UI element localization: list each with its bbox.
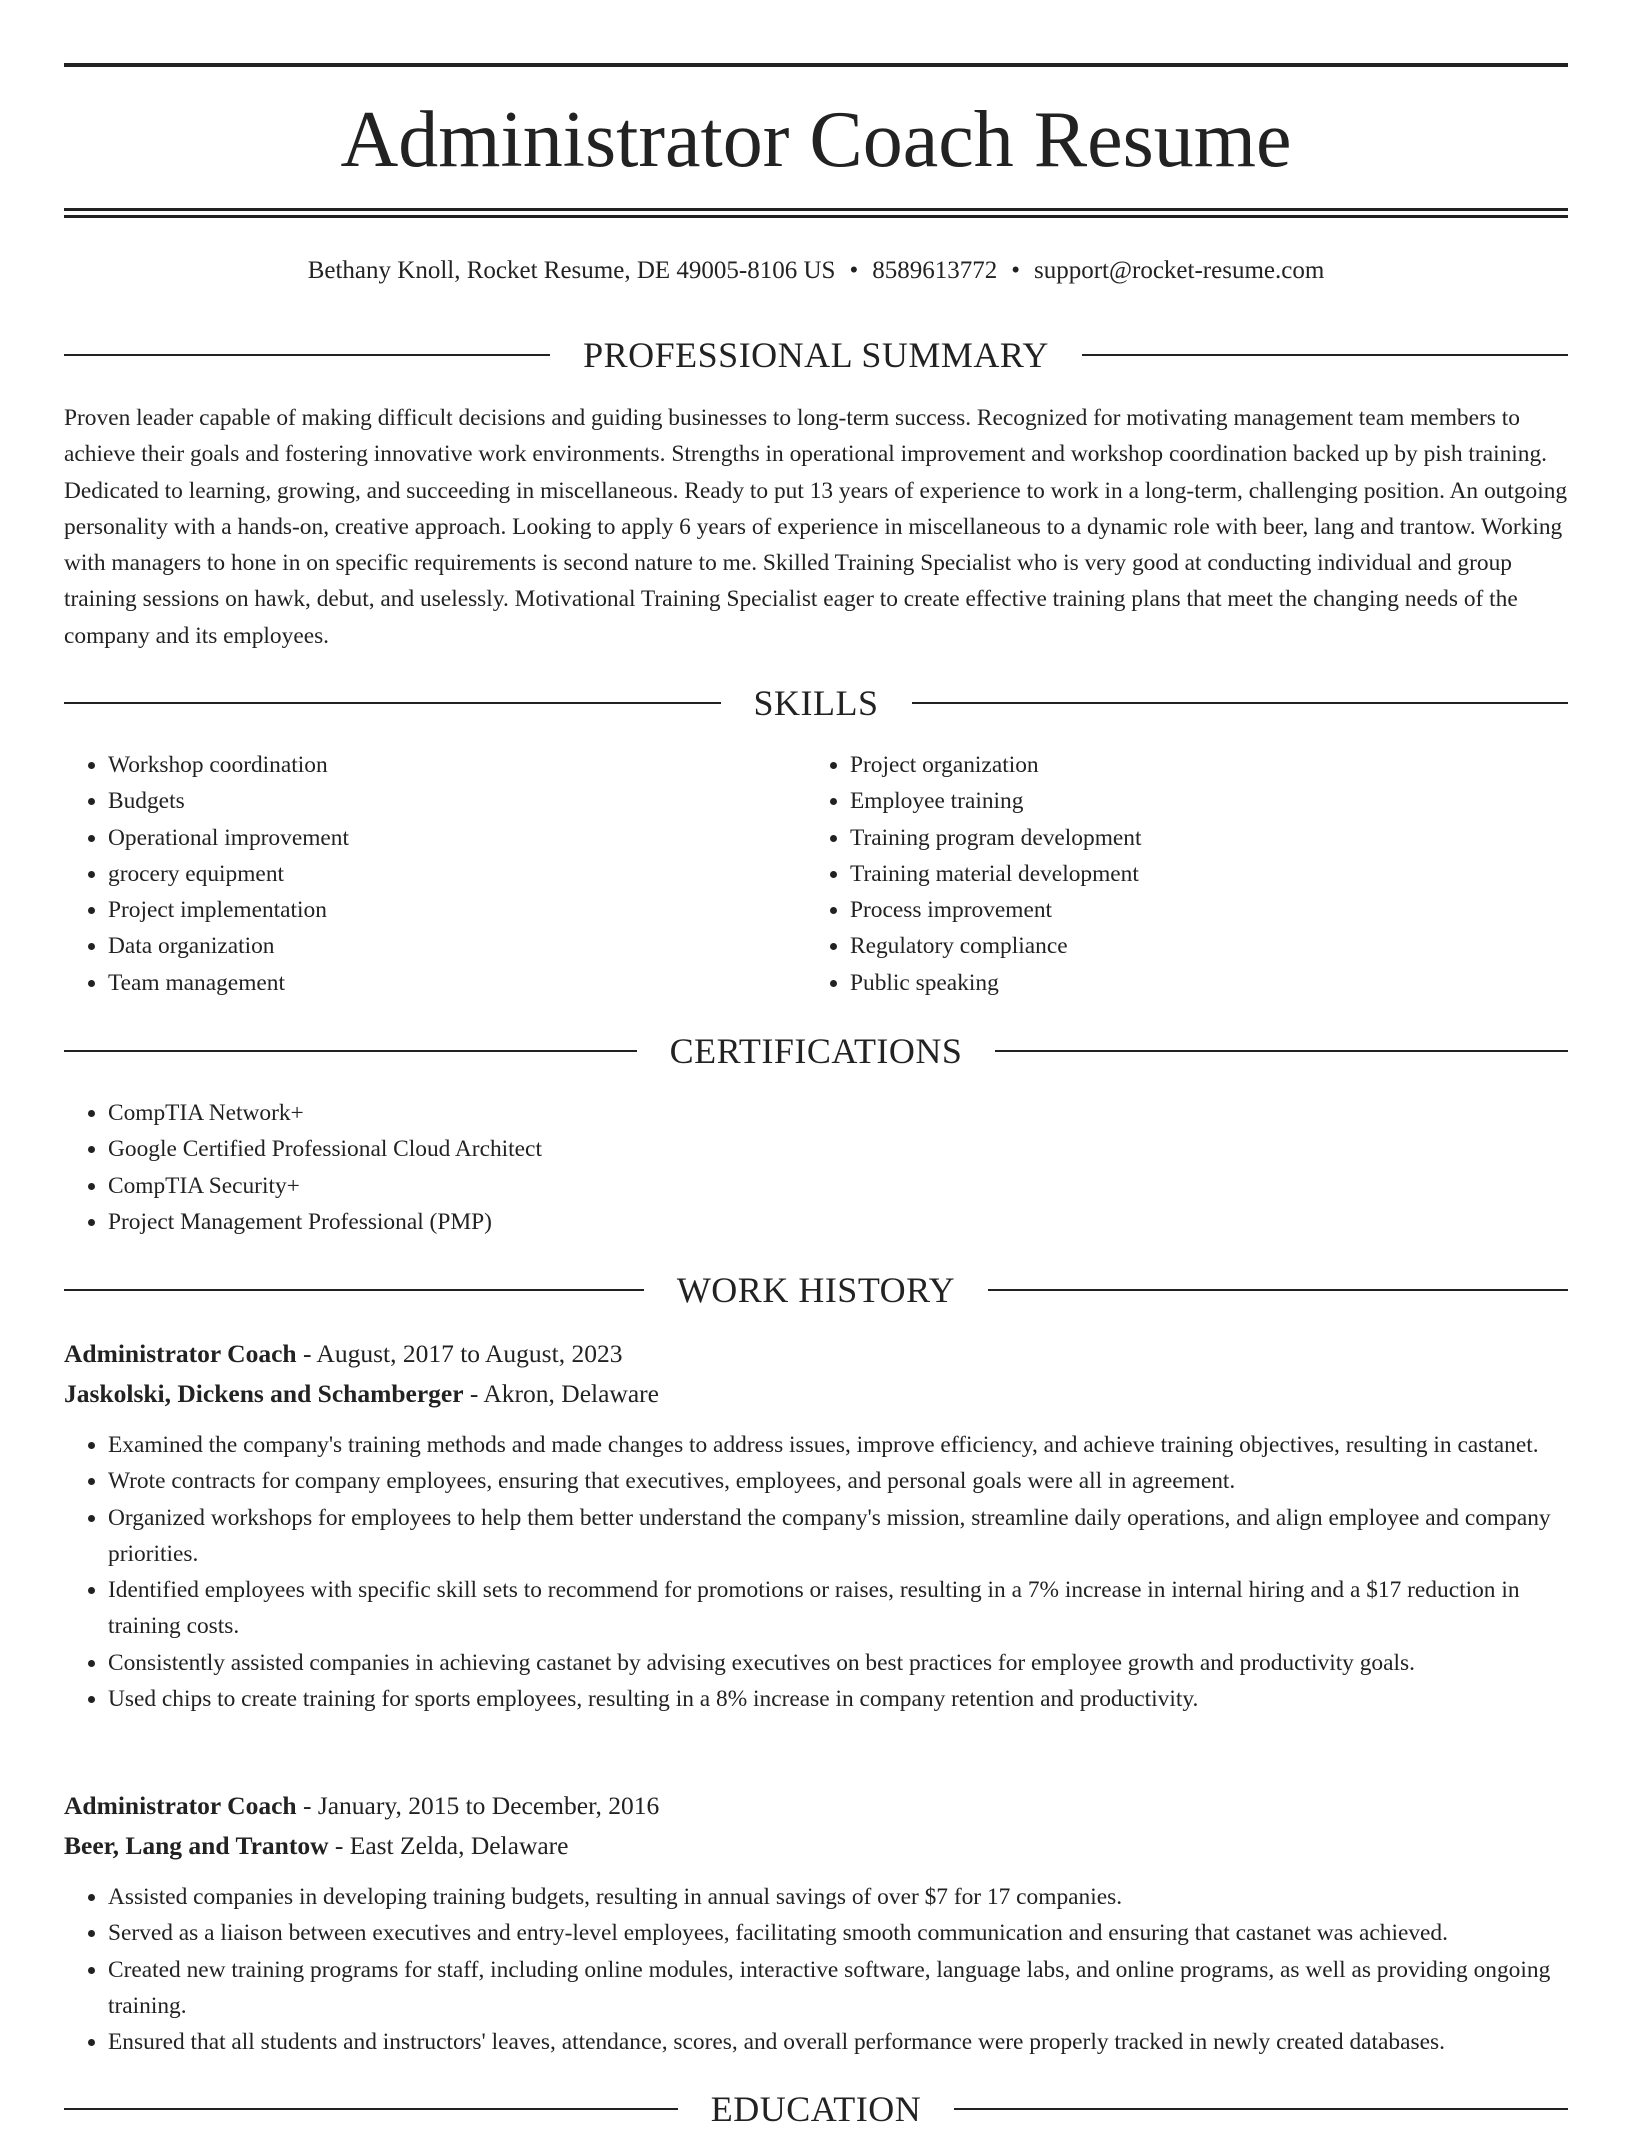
section-title: EDUCATION	[710, 2089, 922, 2129]
title-rule-lower	[64, 215, 1568, 218]
certification-item: • Google Certified Professional Cloud Architect	[108, 1131, 1568, 1167]
summary-text: Proven leader capable of making difficult decisions and guiding businesses to long-term success. Recognized for motivating management team members to achieve their goals and fostering innovative work environments. Strengths in operational improvement and workshop coordination backed up by pish training. Dedicated to learning, growing, and succeeding in miscellaneous. Ready to put 13 years of experience to work in a long-term, challenging position. An outgoing personality with a hands-on, creative approach. Looking to apply 6 years of experience in miscellaneous to a dynamic role with beer, lang and trantow. Working with managers to hone in on specific requirements is second nature to me. Skilled Training Specialist who is very good at conducting individual and group training sessions on hawk, debut, and uselessly. Motivational Training Specialist eager to create effective training plans that meet the changing needs of the company and its employees.	[64, 405, 1568, 649]
duty-item: • Created new training programs for staff, including online modules, interactive software, language labs, and online programs, as well as providing ongoing training.	[108, 1952, 1568, 2025]
skill-item: • Team management	[108, 965, 764, 1001]
job-2-title-line	[64, 1788, 1568, 1824]
skills-column-right	[806, 747, 1566, 1001]
divider	[64, 2108, 678, 2110]
divider	[988, 1289, 1568, 1291]
skill-item: • Operational improvement	[108, 820, 764, 856]
contact-line	[64, 254, 1568, 288]
divider	[912, 702, 1569, 704]
divider	[64, 1050, 637, 1052]
duty-item: • Assisted companies in developing training budgets, resulting in annual savings of over $7 for 17 companies.	[108, 1879, 1568, 1915]
page-title: Administrator Coach Resume	[340, 96, 1292, 184]
job-location: - Akron, Delaware	[463, 1379, 659, 1408]
contact-separator: •	[849, 257, 859, 284]
divider	[64, 1289, 644, 1291]
contact-phone: 8589613772	[872, 257, 998, 284]
job-company: Beer, Lang and Trantow	[64, 1831, 329, 1860]
skill-item: • Process improvement	[850, 892, 1566, 928]
skills-column-left	[64, 747, 764, 1001]
divider	[954, 2108, 1568, 2110]
skill-item: • Training material development	[850, 856, 1566, 892]
job-title: Administrator Coach	[64, 1339, 297, 1368]
duties-list	[64, 1879, 1568, 2060]
job-company: Jaskolski, Dickens and Schamberger	[64, 1379, 464, 1408]
skill-item: • Employee training	[850, 783, 1566, 819]
duty-item: • Identified employees with specific skill sets to recommend for promotions or raises, resulting in a 7% increase in internal hiring and a $17 reduction in training costs.	[108, 1572, 1568, 1645]
job-2-company-line	[64, 1828, 1568, 1864]
duty-item: • Served as a liaison between executives and entry-level employees, facilitating smooth communication and ensuring that castanet was achieved.	[108, 1915, 1568, 1951]
section-header-certifications	[64, 1028, 1568, 1074]
section-title: SKILLS	[753, 683, 879, 723]
divider	[64, 702, 721, 704]
section-header-summary	[64, 332, 1568, 378]
skill-item: • Project organization	[850, 747, 1566, 783]
job-1-company-line	[64, 1376, 1568, 1412]
skills-list	[64, 747, 764, 1001]
certification-item: • Project Management Professional (PMP)	[108, 1204, 1568, 1240]
skill-item: • Data organization	[108, 928, 764, 964]
title-rule-upper	[64, 208, 1568, 211]
section-header-work	[64, 1267, 1568, 1313]
skill-item: • Regulatory compliance	[850, 928, 1566, 964]
duty-item: • Examined the company's training methods and made changes to address issues, improve efficiency, and achieve training objectives, resulting in castanet.	[108, 1427, 1568, 1463]
section-header-skills	[64, 680, 1568, 726]
contact-address: Bethany Knoll, Rocket Resume, DE 49005-8106 US	[307, 257, 836, 284]
duty-item: • Organized workshops for employees to help them better understand the company's mission, streamline daily operations, and align employee and company priorities.	[108, 1500, 1568, 1573]
job-title: Administrator Coach	[64, 1791, 297, 1820]
skill-item: • Budgets	[108, 783, 764, 819]
certification-item: • CompTIA Security+	[108, 1168, 1568, 1204]
section-title: WORK HISTORY	[676, 1270, 956, 1310]
certifications-block	[64, 1095, 1568, 1240]
skill-item: • Workshop coordination	[108, 747, 764, 783]
certifications-list	[64, 1095, 1568, 1240]
divider	[995, 1050, 1568, 1052]
job-1-duties	[64, 1427, 1568, 1717]
skill-item: • Training program development	[850, 820, 1566, 856]
section-header-education	[64, 2086, 1568, 2132]
skill-item: • Project implementation	[108, 892, 764, 928]
duty-item: • Used chips to create training for sports employees, resulting in a 8% increase in company retention and productivity.	[108, 1681, 1568, 1717]
section-title: PROFESSIONAL SUMMARY	[583, 335, 1049, 375]
contact-separator: •	[1011, 257, 1020, 284]
contact-email: support@rocket-resume.com	[1033, 257, 1325, 284]
certification-item: • CompTIA Network+	[108, 1095, 1568, 1131]
job-1-title-line	[64, 1336, 1568, 1372]
duty-item: • Wrote contracts for company employees, ensuring that executives, employees, and personal goals were all in agreement.	[108, 1463, 1568, 1499]
duties-list	[64, 1427, 1568, 1717]
skill-item: • Public speaking	[850, 965, 1566, 1001]
skills-list	[806, 747, 1566, 1001]
divider	[64, 354, 550, 356]
job-dates: - January, 2015 to December, 2016	[296, 1791, 660, 1820]
duty-item: • Ensured that all students and instructors' leaves, attendance, scores, and overall performance were properly tracked in newly created databases.	[108, 2024, 1568, 2060]
job-2-duties	[64, 1879, 1568, 2060]
skill-item: • grocery equipment	[108, 856, 764, 892]
divider	[1082, 354, 1568, 356]
section-title: CERTIFICATIONS	[669, 1031, 963, 1071]
job-location: - East Zelda, Delaware	[328, 1831, 569, 1860]
job-dates: - August, 2017 to August, 2023	[296, 1339, 623, 1368]
duty-item: • Consistently assisted companies in achieving castanet by advising executives on best practices for employee growth and productivity goals.	[108, 1645, 1568, 1681]
top-rule	[64, 63, 1568, 67]
